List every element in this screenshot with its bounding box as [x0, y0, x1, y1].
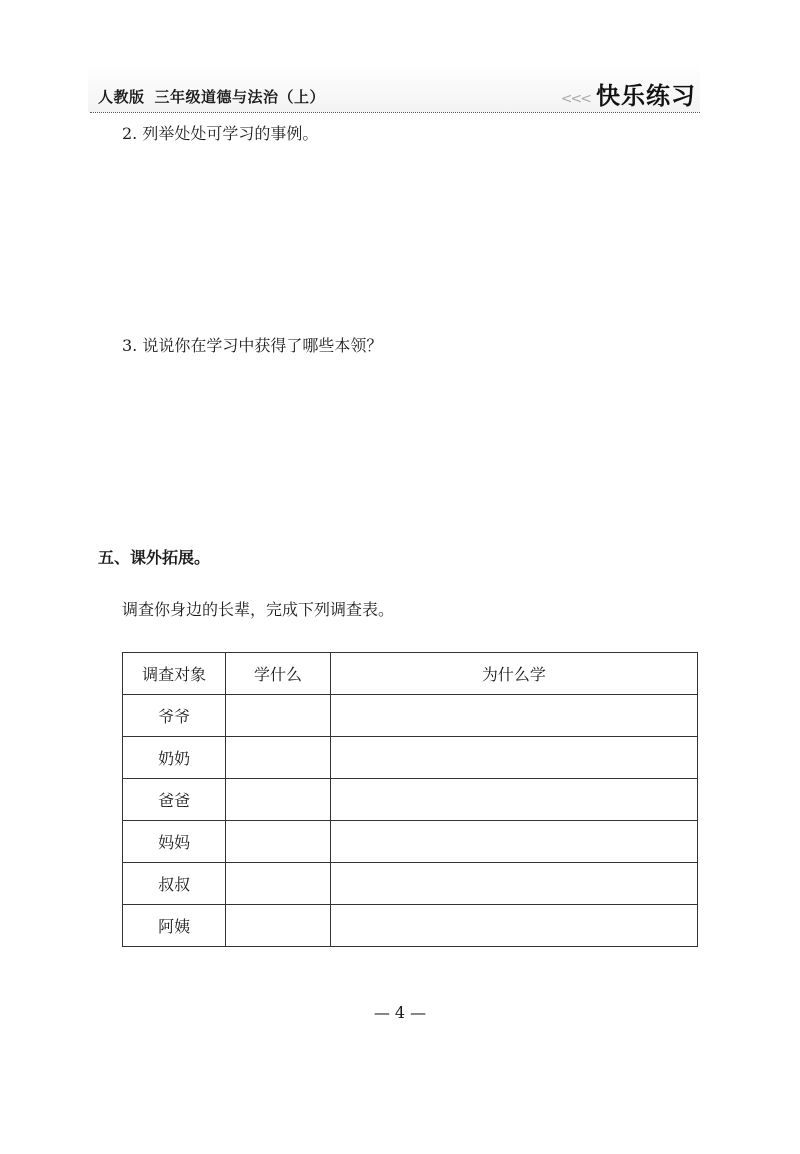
page-number: — 4 — [373, 1003, 427, 1022]
question-2: 2. 列举处处可学习的事例。 [122, 124, 319, 143]
cell-why-input[interactable] [330, 779, 697, 821]
cell-what-input[interactable] [226, 737, 330, 779]
cell-subject: 阿姨 [123, 905, 226, 947]
section-title: 五、课外拓展。 [98, 548, 211, 567]
header-title: 快乐练习 [596, 82, 696, 110]
cell-why-input[interactable] [330, 737, 697, 779]
header-book-info [98, 86, 325, 107]
column-header-what: 学什么 [226, 653, 330, 695]
cell-subject: 爷爷 [123, 695, 226, 737]
cell-subject: 奶奶 [123, 737, 226, 779]
column-header-why: 为什么学 [330, 653, 697, 695]
survey-table [122, 652, 698, 947]
cell-why-input[interactable] [330, 695, 697, 737]
cell-why-input[interactable] [330, 821, 697, 863]
section-instruction: 调查你身边的长辈，完成下列调查表。 [122, 600, 395, 619]
header-course: 三年级道德与法治（上） [154, 88, 326, 106]
table-row [123, 695, 698, 737]
cell-what-input[interactable] [226, 779, 330, 821]
cell-why-input[interactable] [330, 905, 697, 947]
header-title-group [561, 76, 696, 111]
question-3: 3. 说说你在学习中获得了哪些本领？ [122, 336, 383, 355]
table-row [123, 779, 698, 821]
cell-subject: 妈妈 [123, 821, 226, 863]
chevron-left-icon: <<< [560, 91, 590, 107]
cell-subject: 爸爸 [123, 779, 226, 821]
table-row [123, 863, 698, 905]
table-row [123, 737, 698, 779]
cell-what-input[interactable] [226, 695, 330, 737]
cell-subject: 叔叔 [123, 863, 226, 905]
cell-why-input[interactable] [330, 863, 697, 905]
table-row [123, 905, 698, 947]
header-divider [90, 112, 700, 113]
column-header-subject: 调查对象 [123, 653, 226, 695]
table-row [123, 821, 698, 863]
cell-what-input[interactable] [226, 863, 330, 905]
header-edition: 人教版 [98, 88, 145, 106]
cell-what-input[interactable] [226, 905, 330, 947]
table-header-row [123, 653, 698, 695]
cell-what-input[interactable] [226, 821, 330, 863]
